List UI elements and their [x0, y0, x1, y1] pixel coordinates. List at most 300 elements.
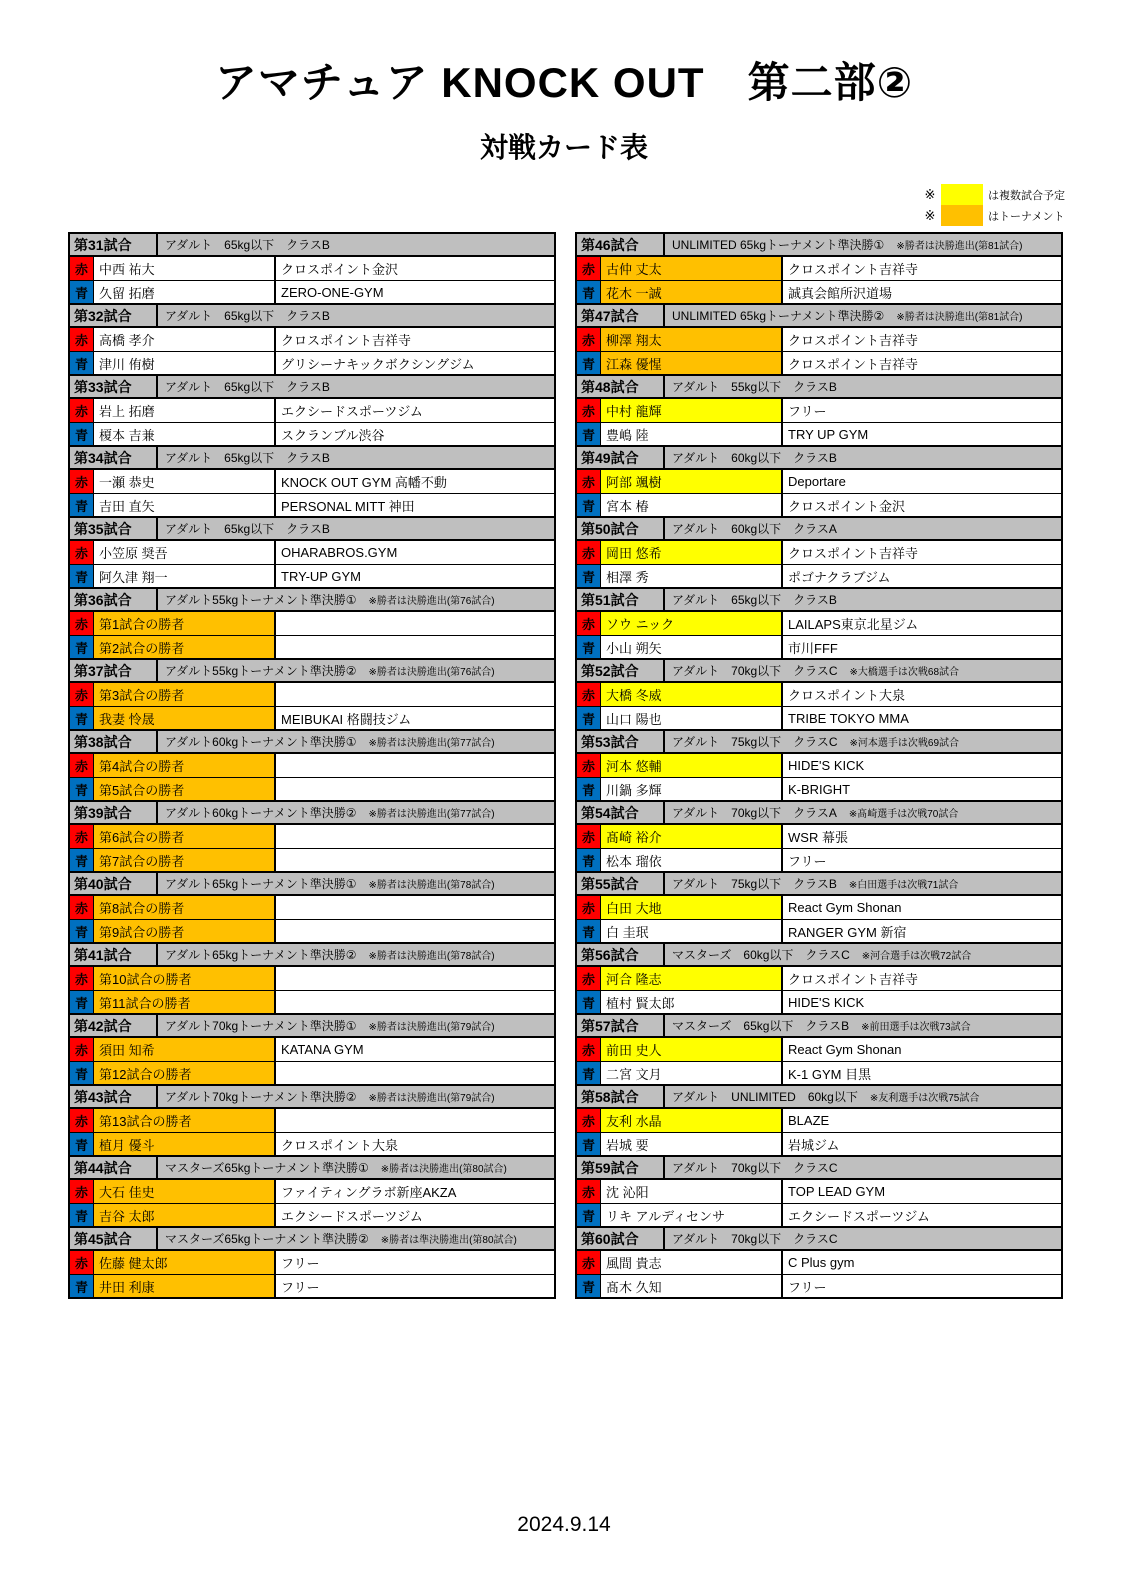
red-fighter-row — [70, 1251, 554, 1274]
match-class-note: ※勝者は決勝進出(第77試合) — [368, 809, 495, 820]
match-header-row — [70, 589, 554, 612]
red-fighter-row — [577, 896, 1061, 919]
red-fighter-row — [577, 328, 1061, 351]
red-fighter-row — [577, 470, 1061, 493]
blue-corner-label: 青 — [577, 423, 601, 445]
fighter-gym: 誠真会館所沢道場 — [788, 285, 893, 301]
match-class-note: ※河本選手は次戦69試合 — [849, 738, 960, 749]
fighter-name: 第13試合の勝者 — [94, 1109, 276, 1132]
fighter-name: 第2試合の勝者 — [94, 636, 276, 658]
match-class — [158, 944, 554, 965]
match-class-note: ※大橋選手は次戦68試合 — [849, 667, 960, 678]
legend-mark: ※ — [924, 207, 936, 223]
match-number: 第35試合 — [70, 518, 158, 539]
fighter-gym: TRY-UP GYM — [281, 568, 361, 584]
match-class-text: アダルト65kgトーナメント準決勝② — [165, 948, 357, 962]
blue-fighter-row — [70, 848, 554, 871]
red-corner-label: 赤 — [577, 1109, 601, 1132]
fighter-name: 我妻 怜晟 — [94, 707, 276, 729]
match-header-row — [70, 376, 554, 399]
fighter-name: 白田 大地 — [601, 896, 783, 919]
match-class-note: ※前田選手は次戦73試合 — [861, 1022, 971, 1033]
red-corner-label: 赤 — [577, 1038, 601, 1061]
match-number: 第56試合 — [577, 944, 665, 965]
match-block — [575, 374, 1063, 447]
legend-label: は複数試合予定 — [988, 189, 1065, 202]
match-header-row — [577, 802, 1061, 825]
fighter-name: 第7試合の勝者 — [94, 849, 276, 871]
page-subtitle: 対戦カード表 — [479, 132, 648, 163]
red-fighter-row — [70, 1038, 554, 1061]
fighter-gym: エクシードスポーツジム — [281, 1208, 423, 1224]
match-block — [68, 800, 556, 873]
match-number: 第47試合 — [577, 305, 665, 326]
blue-fighter-row — [70, 990, 554, 1013]
fighter-gym — [276, 849, 554, 871]
match-class-note: ※河合選手は次戦72試合 — [861, 951, 972, 962]
fighter-name: 花木 一誠 — [601, 281, 783, 303]
red-fighter-row — [577, 541, 1061, 564]
match-class-text: マスターズ 60kg以下 クラスC — [672, 948, 850, 962]
fighter-name: 友利 水晶 — [601, 1109, 783, 1132]
red-fighter-row — [70, 541, 554, 564]
match-number: 第34試合 — [70, 447, 158, 468]
fighter-name: 小山 朔矢 — [601, 636, 783, 658]
match-class-note: ※髙崎選手は次戦70試合 — [848, 809, 959, 820]
red-fighter-row — [70, 896, 554, 919]
red-fighter-row — [70, 825, 554, 848]
match-block — [575, 1155, 1063, 1228]
match-class-text: アダルト55kgトーナメント準決勝② — [165, 664, 357, 678]
match-class-text: アダルト 70kg以下 クラスC — [672, 664, 838, 678]
match-class-text: アダルト 70kg以下 クラスC — [672, 1161, 838, 1175]
red-corner-label: 赤 — [577, 896, 601, 919]
match-class — [665, 1086, 1061, 1107]
blue-corner-label: 青 — [70, 991, 94, 1013]
match-class-note: ※勝者は決勝進出(第78試合) — [368, 880, 495, 891]
match-number: 第53試合 — [577, 731, 665, 752]
match-block — [68, 303, 556, 376]
blue-corner-label: 青 — [577, 1062, 601, 1084]
match-class-note: ※勝者は準決勝進出(第80試合) — [380, 1235, 517, 1246]
match-number: 第36試合 — [70, 589, 158, 610]
fighter-gym: ファイティングラボ新座AKZA — [281, 1185, 457, 1200]
fighter-gym: エクシードスポーツジム — [788, 1208, 930, 1224]
blue-corner-label: 青 — [577, 1275, 601, 1297]
blue-corner-label: 青 — [577, 991, 601, 1013]
match-block — [68, 232, 556, 305]
match-header-row — [577, 589, 1061, 612]
match-block — [68, 1084, 556, 1157]
fighter-gym: クロスポイント金沢 — [281, 262, 399, 277]
blue-corner-label: 青 — [577, 352, 601, 374]
blue-corner-label: 青 — [70, 849, 94, 871]
fighter-gym: クロスポイント吉祥寺 — [788, 262, 919, 277]
fighter-gym: クロスポイント吉祥寺 — [281, 333, 412, 348]
fighter-gym: フリー — [788, 853, 827, 869]
match-class-text: アダルト 55kg以下 クラスB — [672, 380, 837, 394]
match-header-row — [70, 518, 554, 541]
blue-corner-label: 青 — [70, 352, 94, 374]
match-class — [158, 660, 554, 681]
match-class-text: アダルト60kgトーナメント準決勝① — [165, 735, 357, 749]
match-class-text: アダルト60kgトーナメント準決勝② — [165, 806, 357, 820]
legend-label: はトーナメント — [988, 210, 1065, 223]
match-class-text: マスターズ65kgトーナメント準決勝② — [165, 1232, 369, 1246]
fighter-gym: K-1 GYM 目黒 — [788, 1066, 872, 1082]
match-block — [68, 729, 556, 802]
match-block — [68, 374, 556, 447]
match-class — [665, 376, 1061, 397]
blue-corner-label: 青 — [70, 1204, 94, 1226]
match-number: 第32試合 — [70, 305, 158, 326]
blue-corner-label: 青 — [577, 565, 601, 587]
match-header-row — [577, 731, 1061, 754]
match-class — [158, 1228, 554, 1249]
red-fighter-row — [577, 612, 1061, 635]
match-block — [575, 658, 1063, 731]
blue-fighter-row — [577, 777, 1061, 800]
match-number: 第49試合 — [577, 447, 665, 468]
match-class-text: マスターズ65kgトーナメント準決勝① — [165, 1161, 369, 1175]
match-block — [575, 587, 1063, 660]
match-header-row — [577, 873, 1061, 896]
match-class — [665, 873, 1061, 894]
fighter-name: 柳澤 翔太 — [601, 328, 783, 351]
match-class — [665, 944, 1061, 965]
fighter-gym: フリー — [281, 1279, 320, 1295]
red-corner-label: 赤 — [70, 1251, 94, 1274]
fighter-name: 風間 貴志 — [601, 1251, 783, 1274]
blue-fighter-row — [70, 1132, 554, 1155]
match-number: 第44試合 — [70, 1157, 158, 1178]
fighter-name: 高橋 孝介 — [94, 328, 276, 351]
red-corner-label: 赤 — [577, 328, 601, 351]
match-header-row — [577, 1228, 1061, 1251]
fighter-gym: スクランブル渋谷 — [281, 427, 385, 443]
red-fighter-row — [70, 328, 554, 351]
match-class-text: アダルト70kgトーナメント準決勝① — [165, 1019, 357, 1033]
match-class-text: アダルト 65kg以下 クラスB — [165, 309, 330, 323]
fighter-name: 前田 史人 — [601, 1038, 783, 1061]
fighter-gym — [276, 754, 554, 777]
match-header-row — [577, 1157, 1061, 1180]
match-block — [68, 942, 556, 1015]
blue-corner-label: 青 — [577, 778, 601, 800]
match-block — [575, 800, 1063, 873]
fighter-gym: クロスポイント吉祥寺 — [788, 333, 919, 348]
blue-fighter-row — [70, 635, 554, 658]
fighter-gym: エクシードスポーツジム — [281, 404, 423, 419]
match-class — [158, 589, 554, 610]
fighter-gym: グリシーナキックボクシングジム — [281, 356, 475, 372]
fighter-gym: TRIBE TOKYO MMA — [788, 710, 909, 726]
match-header-row — [70, 1228, 554, 1251]
red-corner-label: 赤 — [577, 825, 601, 848]
fighter-name: 中西 祐大 — [94, 257, 276, 280]
blue-corner-label: 青 — [577, 636, 601, 658]
page-title: アマチュア KNOCK OUT 第二部② — [214, 59, 914, 106]
blue-fighter-row — [577, 1132, 1061, 1155]
fighter-name: 二宮 文月 — [601, 1062, 783, 1084]
red-fighter-row — [70, 1109, 554, 1132]
fighter-gym: クロスポイント大泉 — [788, 688, 906, 703]
fighter-name: 山口 陽也 — [601, 707, 783, 729]
match-class — [158, 873, 554, 894]
match-block — [68, 1155, 556, 1228]
blue-corner-label: 青 — [70, 565, 94, 587]
match-class-text: アダルト UNLIMITED 60kg以下 — [672, 1090, 858, 1104]
match-header-row — [70, 234, 554, 257]
fighter-gym: KNOCK OUT GYM 高幡不動 — [281, 475, 447, 490]
match-class — [158, 305, 554, 326]
fighter-name: 古仲 丈太 — [601, 257, 783, 280]
fighter-name: 中村 龍輝 — [601, 399, 783, 422]
match-class-text: アダルト65kgトーナメント準決勝① — [165, 877, 357, 891]
fighter-name: 沈 沁阳 — [601, 1180, 783, 1203]
fighter-name: 植村 賢太郎 — [601, 991, 783, 1013]
fighter-name: 松本 瑠依 — [601, 849, 783, 871]
match-class — [158, 731, 554, 752]
red-corner-label: 赤 — [70, 328, 94, 351]
fighter-name: ソウ ニック — [601, 612, 783, 635]
match-block — [575, 232, 1063, 305]
red-corner-label: 赤 — [70, 754, 94, 777]
match-header-row — [70, 660, 554, 683]
red-fighter-row — [70, 612, 554, 635]
blue-fighter-row — [577, 1061, 1061, 1084]
fighter-gym: HIDE'S KICK — [788, 758, 865, 773]
fighter-gym — [276, 612, 554, 635]
match-class-note: ※勝者は決勝進出(第79試合) — [368, 1093, 495, 1104]
match-block — [68, 1226, 556, 1299]
match-block — [575, 303, 1063, 376]
red-fighter-row — [70, 1180, 554, 1203]
fighter-name: 第10試合の勝者 — [94, 967, 276, 990]
match-class-text: アダルト 65kg以下 クラスB — [165, 522, 330, 536]
blue-fighter-row — [577, 351, 1061, 374]
red-fighter-row — [577, 1109, 1061, 1132]
blue-fighter-row — [70, 280, 554, 303]
fighter-gym: クロスポイント大泉 — [281, 1137, 399, 1153]
red-corner-label: 赤 — [70, 967, 94, 990]
blue-corner-label: 青 — [70, 1275, 94, 1297]
match-number: 第41試合 — [70, 944, 158, 965]
match-block — [575, 516, 1063, 589]
red-fighter-row — [70, 399, 554, 422]
fighter-gym: 岩城ジム — [788, 1137, 840, 1153]
red-fighter-row — [70, 470, 554, 493]
match-table-right-column — [575, 232, 1063, 1299]
match-header-row — [577, 660, 1061, 683]
match-block — [575, 942, 1063, 1015]
blue-corner-label: 青 — [70, 636, 94, 658]
match-block — [575, 871, 1063, 944]
blue-fighter-row — [577, 422, 1061, 445]
match-class-text: アダルト70kgトーナメント準決勝② — [165, 1090, 357, 1104]
match-class-text: アダルト 60kg以下 クラスB — [672, 451, 837, 465]
fighter-name: 第4試合の勝者 — [94, 754, 276, 777]
match-class — [158, 376, 554, 397]
match-number: 第46試合 — [577, 234, 665, 255]
fighter-name: 宮本 椿 — [601, 494, 783, 516]
fighter-name: リキ アルディセンサ — [601, 1204, 783, 1226]
blue-fighter-row — [577, 493, 1061, 516]
match-class — [665, 518, 1061, 539]
match-header-row — [70, 305, 554, 328]
match-block — [575, 445, 1063, 518]
fighter-name: 川鍋 多輝 — [601, 778, 783, 800]
match-number: 第39試合 — [70, 802, 158, 823]
match-class — [665, 660, 1061, 681]
fighter-gym: PERSONAL MITT 神田 — [281, 498, 415, 514]
match-header-row — [577, 234, 1061, 257]
red-corner-label: 赤 — [70, 896, 94, 919]
red-fighter-row — [70, 754, 554, 777]
legend-item-tournament — [919, 205, 1065, 226]
red-corner-label: 赤 — [70, 825, 94, 848]
blue-fighter-row — [577, 919, 1061, 942]
match-number: 第52試合 — [577, 660, 665, 681]
blue-corner-label: 青 — [577, 494, 601, 516]
fighter-gym — [276, 920, 554, 942]
fighter-name: 佐藤 健太郎 — [94, 1251, 276, 1274]
fighter-gym — [276, 896, 554, 919]
match-class — [665, 447, 1061, 468]
red-fighter-row — [577, 754, 1061, 777]
match-number: 第45試合 — [70, 1228, 158, 1249]
match-class-note: ※友利選手は次戦75試合 — [869, 1093, 980, 1104]
fighter-name: 河本 悠輔 — [601, 754, 783, 777]
fighter-name: 髙崎 裕介 — [601, 825, 783, 848]
match-class-text: アダルト 75kg以下 クラスB — [672, 877, 837, 891]
match-block — [68, 445, 556, 518]
blue-fighter-row — [577, 848, 1061, 871]
red-corner-label: 赤 — [577, 967, 601, 990]
fighter-name: 岩城 要 — [601, 1133, 783, 1155]
match-class — [665, 1157, 1061, 1178]
fighter-name: 岩上 拓磨 — [94, 399, 276, 422]
match-class — [665, 234, 1061, 255]
match-class — [665, 802, 1061, 823]
blue-corner-label: 青 — [577, 1133, 601, 1155]
blue-corner-label: 青 — [70, 494, 94, 516]
match-class-text: アダルト 60kg以下 クラスA — [672, 522, 837, 536]
blue-fighter-row — [70, 564, 554, 587]
footer-date: 2024.9.14 — [517, 1513, 611, 1536]
match-class-text: アダルト 70kg以下 クラスC — [672, 1232, 838, 1246]
match-header-row — [577, 376, 1061, 399]
match-header-row — [577, 1015, 1061, 1038]
legend-mark: ※ — [924, 186, 936, 202]
match-header-row — [70, 873, 554, 896]
blue-fighter-row — [577, 1274, 1061, 1297]
blue-fighter-row — [577, 280, 1061, 303]
red-corner-label: 赤 — [577, 541, 601, 564]
blue-corner-label: 青 — [70, 778, 94, 800]
fighter-gym: TOP LEAD GYM — [788, 1184, 886, 1199]
match-number: 第51試合 — [577, 589, 665, 610]
match-number: 第54試合 — [577, 802, 665, 823]
fighter-name: 阿久津 翔一 — [94, 565, 276, 587]
match-number: 第55試合 — [577, 873, 665, 894]
match-class-text: アダルト 65kg以下 クラスB — [165, 451, 330, 465]
legend-swatch-yellow — [941, 184, 983, 205]
match-block — [68, 658, 556, 731]
blue-fighter-row — [70, 422, 554, 445]
fighter-gym: フリー — [788, 1279, 827, 1295]
fighter-gym: C Plus gym — [788, 1255, 855, 1270]
match-class-note: ※勝者は決勝進出(第80試合) — [380, 1164, 507, 1175]
match-class-text: マスターズ 65kg以下 クラスB — [672, 1019, 850, 1033]
fighter-gym: React Gym Shonan — [788, 900, 902, 915]
match-class-note: ※勝者は決勝進出(第81試合) — [896, 312, 1023, 323]
fighter-name: 白 圭珉 — [601, 920, 783, 942]
fighter-gym: クロスポイント吉祥寺 — [788, 356, 919, 372]
red-corner-label: 赤 — [577, 1251, 601, 1274]
fighter-gym — [276, 967, 554, 990]
blue-corner-label: 青 — [70, 920, 94, 942]
fighter-gym: クロスポイント金沢 — [788, 498, 906, 514]
blue-fighter-row — [577, 1203, 1061, 1226]
match-class — [665, 305, 1061, 326]
blue-fighter-row — [577, 706, 1061, 729]
fighter-name: 江森 優惺 — [601, 352, 783, 374]
fighter-gym: クロスポイント吉祥寺 — [788, 972, 919, 987]
red-fighter-row — [577, 825, 1061, 848]
match-block — [68, 1013, 556, 1086]
legend-item-multiple-bouts — [919, 184, 1065, 205]
match-header-row — [577, 447, 1061, 470]
blue-fighter-row — [70, 706, 554, 729]
match-number: 第48試合 — [577, 376, 665, 397]
blue-corner-label: 青 — [70, 281, 94, 303]
legend-swatch-orange — [941, 205, 983, 226]
fighter-gym: React Gym Shonan — [788, 1042, 902, 1057]
fighter-gym: クロスポイント吉祥寺 — [788, 546, 919, 561]
blue-fighter-row — [70, 919, 554, 942]
red-corner-label: 赤 — [70, 1109, 94, 1132]
red-fighter-row — [70, 683, 554, 706]
fighter-name: 第6試合の勝者 — [94, 825, 276, 848]
fighter-gym: WSR 幕張 — [788, 830, 848, 845]
fighter-name: 吉谷 太郎 — [94, 1204, 276, 1226]
red-corner-label: 赤 — [70, 683, 94, 706]
fighter-name: 吉田 直矢 — [94, 494, 276, 516]
match-class-note: ※勝者は決勝進出(第78試合) — [368, 951, 495, 962]
blue-fighter-row — [70, 351, 554, 374]
blue-corner-label: 青 — [70, 707, 94, 729]
red-corner-label: 赤 — [70, 1180, 94, 1203]
red-corner-label: 赤 — [577, 470, 601, 493]
match-class-text: UNLIMITED 65kgトーナメント準決勝② — [672, 309, 885, 323]
blue-fighter-row — [70, 1061, 554, 1084]
match-class — [158, 447, 554, 468]
blue-fighter-row — [577, 635, 1061, 658]
fighter-gym: ZERO-ONE-GYM — [281, 284, 384, 300]
match-number: 第42試合 — [70, 1015, 158, 1036]
match-number: 第50試合 — [577, 518, 665, 539]
blue-corner-label: 青 — [577, 1204, 601, 1226]
blue-fighter-row — [70, 1203, 554, 1226]
match-class — [665, 1228, 1061, 1249]
match-header-row — [577, 518, 1061, 541]
fighter-gym: 市川FFF — [788, 640, 838, 656]
red-corner-label: 赤 — [70, 541, 94, 564]
fighter-gym: HIDE'S KICK — [788, 994, 865, 1010]
fighter-gym — [276, 991, 554, 1013]
match-number: 第59試合 — [577, 1157, 665, 1178]
